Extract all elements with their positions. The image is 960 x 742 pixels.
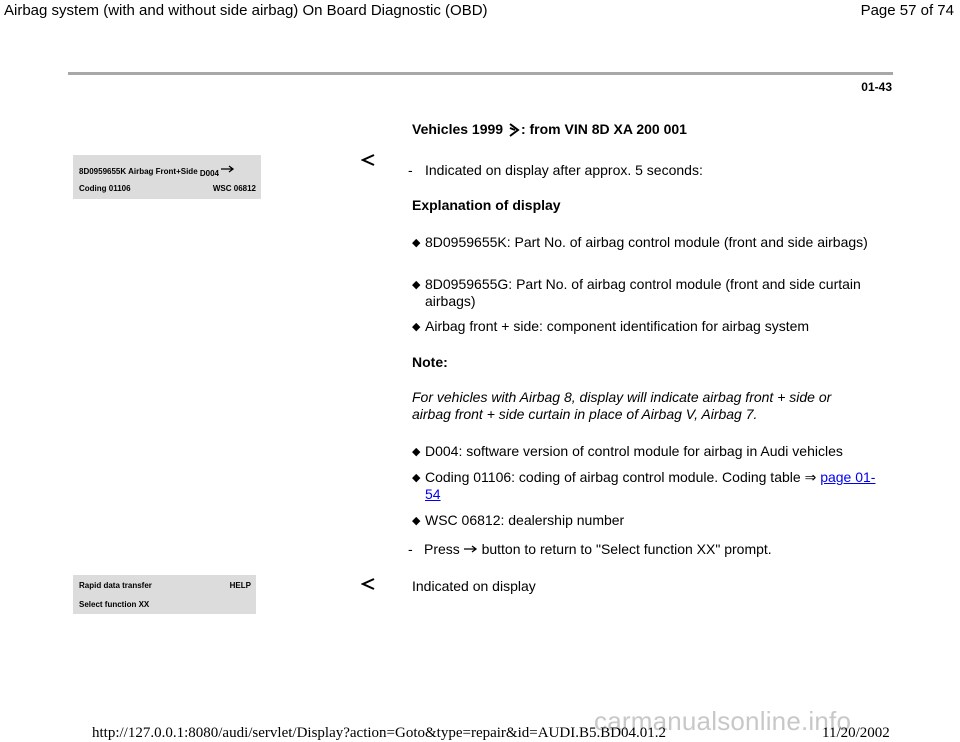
coding-text: Coding 01106: coding of airbag control module. Coding table bbox=[425, 469, 801, 485]
list-item bbox=[412, 512, 882, 530]
list-item-text: 8D0959655G: Part No. of airbag control module (front and side curtain airbags) bbox=[425, 276, 861, 309]
explanation-heading: Explanation of display bbox=[412, 197, 561, 213]
step-dash: - bbox=[408, 162, 413, 178]
chevron-right-down-icon bbox=[508, 123, 520, 137]
diamond-bullet-icon: ◆ bbox=[412, 446, 421, 458]
tester-display-2 bbox=[73, 575, 256, 614]
header-rule bbox=[68, 72, 893, 75]
step-indicated-after: Indicated on display after approx. 5 seconds: bbox=[425, 162, 703, 178]
diamond-bullet-icon: ◆ bbox=[412, 237, 421, 249]
list-item-text: WSC 06812: dealership number bbox=[425, 512, 625, 528]
diamond-bullet-icon: ◆ bbox=[412, 472, 421, 484]
list-item-text: D004: software version of control module for airbag in Audi vehicles bbox=[425, 443, 843, 459]
diamond-bullet-icon: ◆ bbox=[412, 321, 421, 333]
list-item-text: Airbag front + side: component identification for airbag system bbox=[425, 318, 810, 334]
footer-url: http://127.0.0.1:8080/audi/servlet/Display?action=Goto&type=repair&id=AUDI.B5.BD04.01.2 bbox=[92, 725, 667, 741]
display1-wsc: WSC 06812 bbox=[212, 184, 256, 193]
indicated-on-display: Indicated on display bbox=[412, 578, 536, 594]
press-text: Press bbox=[424, 541, 460, 557]
list-item bbox=[412, 469, 882, 503]
page-indicator: Page 57 of 74 bbox=[860, 2, 954, 19]
display1-coding: Coding 01106 bbox=[79, 184, 131, 193]
vehicles-suffix: : from VIN 8D XA 200 001 bbox=[520, 121, 687, 137]
press-instruction: button to return to "Select function XX" prompt. bbox=[481, 541, 772, 557]
tester-display-1 bbox=[73, 155, 261, 199]
diamond-bullet-icon: ◆ bbox=[412, 515, 421, 527]
note-heading: Note: bbox=[412, 354, 448, 370]
document-title: Airbag system (with and without side airbag) On Board Diagnostic (OBD) bbox=[4, 2, 488, 19]
list-item bbox=[412, 318, 882, 336]
arrow-double-right-icon: ⇒ bbox=[804, 469, 817, 485]
arrow-right-icon bbox=[464, 545, 478, 553]
coding-table-link[interactable]: page 01-54 bbox=[425, 469, 876, 502]
display1-part-label: 8D0959655K Airbag Front+Side bbox=[79, 167, 198, 176]
display2-rapid: Rapid data transfer bbox=[79, 581, 152, 590]
list-item bbox=[412, 443, 882, 461]
pointer-left-icon bbox=[361, 577, 375, 591]
display1-line1 bbox=[79, 165, 235, 178]
section-page-number: 01-43 bbox=[861, 80, 892, 94]
display2-select: Select function XX bbox=[79, 600, 150, 609]
note-text: For vehicles with Airbag 8, display will indicate airbag front + side or airbag front + side curtain in place of Airbag V, Airbag 7. bbox=[412, 389, 832, 422]
display1-software-code: D004 bbox=[199, 169, 219, 178]
arrow-right-icon bbox=[221, 165, 235, 173]
list-item bbox=[412, 276, 882, 310]
footer-date: 11/20/2002 bbox=[822, 725, 890, 741]
list-item-text bbox=[425, 469, 882, 503]
display2-help: HELP bbox=[229, 581, 251, 590]
diamond-bullet-icon: ◆ bbox=[412, 279, 421, 291]
list-item bbox=[412, 234, 882, 252]
watermark: carmanualsonline.info bbox=[594, 706, 852, 736]
vehicles-heading bbox=[412, 121, 687, 137]
pointer-left-icon bbox=[361, 153, 375, 167]
step-dash: - bbox=[408, 541, 413, 557]
list-item-text: 8D0959655K: Part No. of airbag control module (front and side airbags) bbox=[425, 234, 868, 250]
vehicles-prefix: Vehicles 1999 bbox=[412, 121, 504, 137]
step-press bbox=[424, 541, 772, 558]
